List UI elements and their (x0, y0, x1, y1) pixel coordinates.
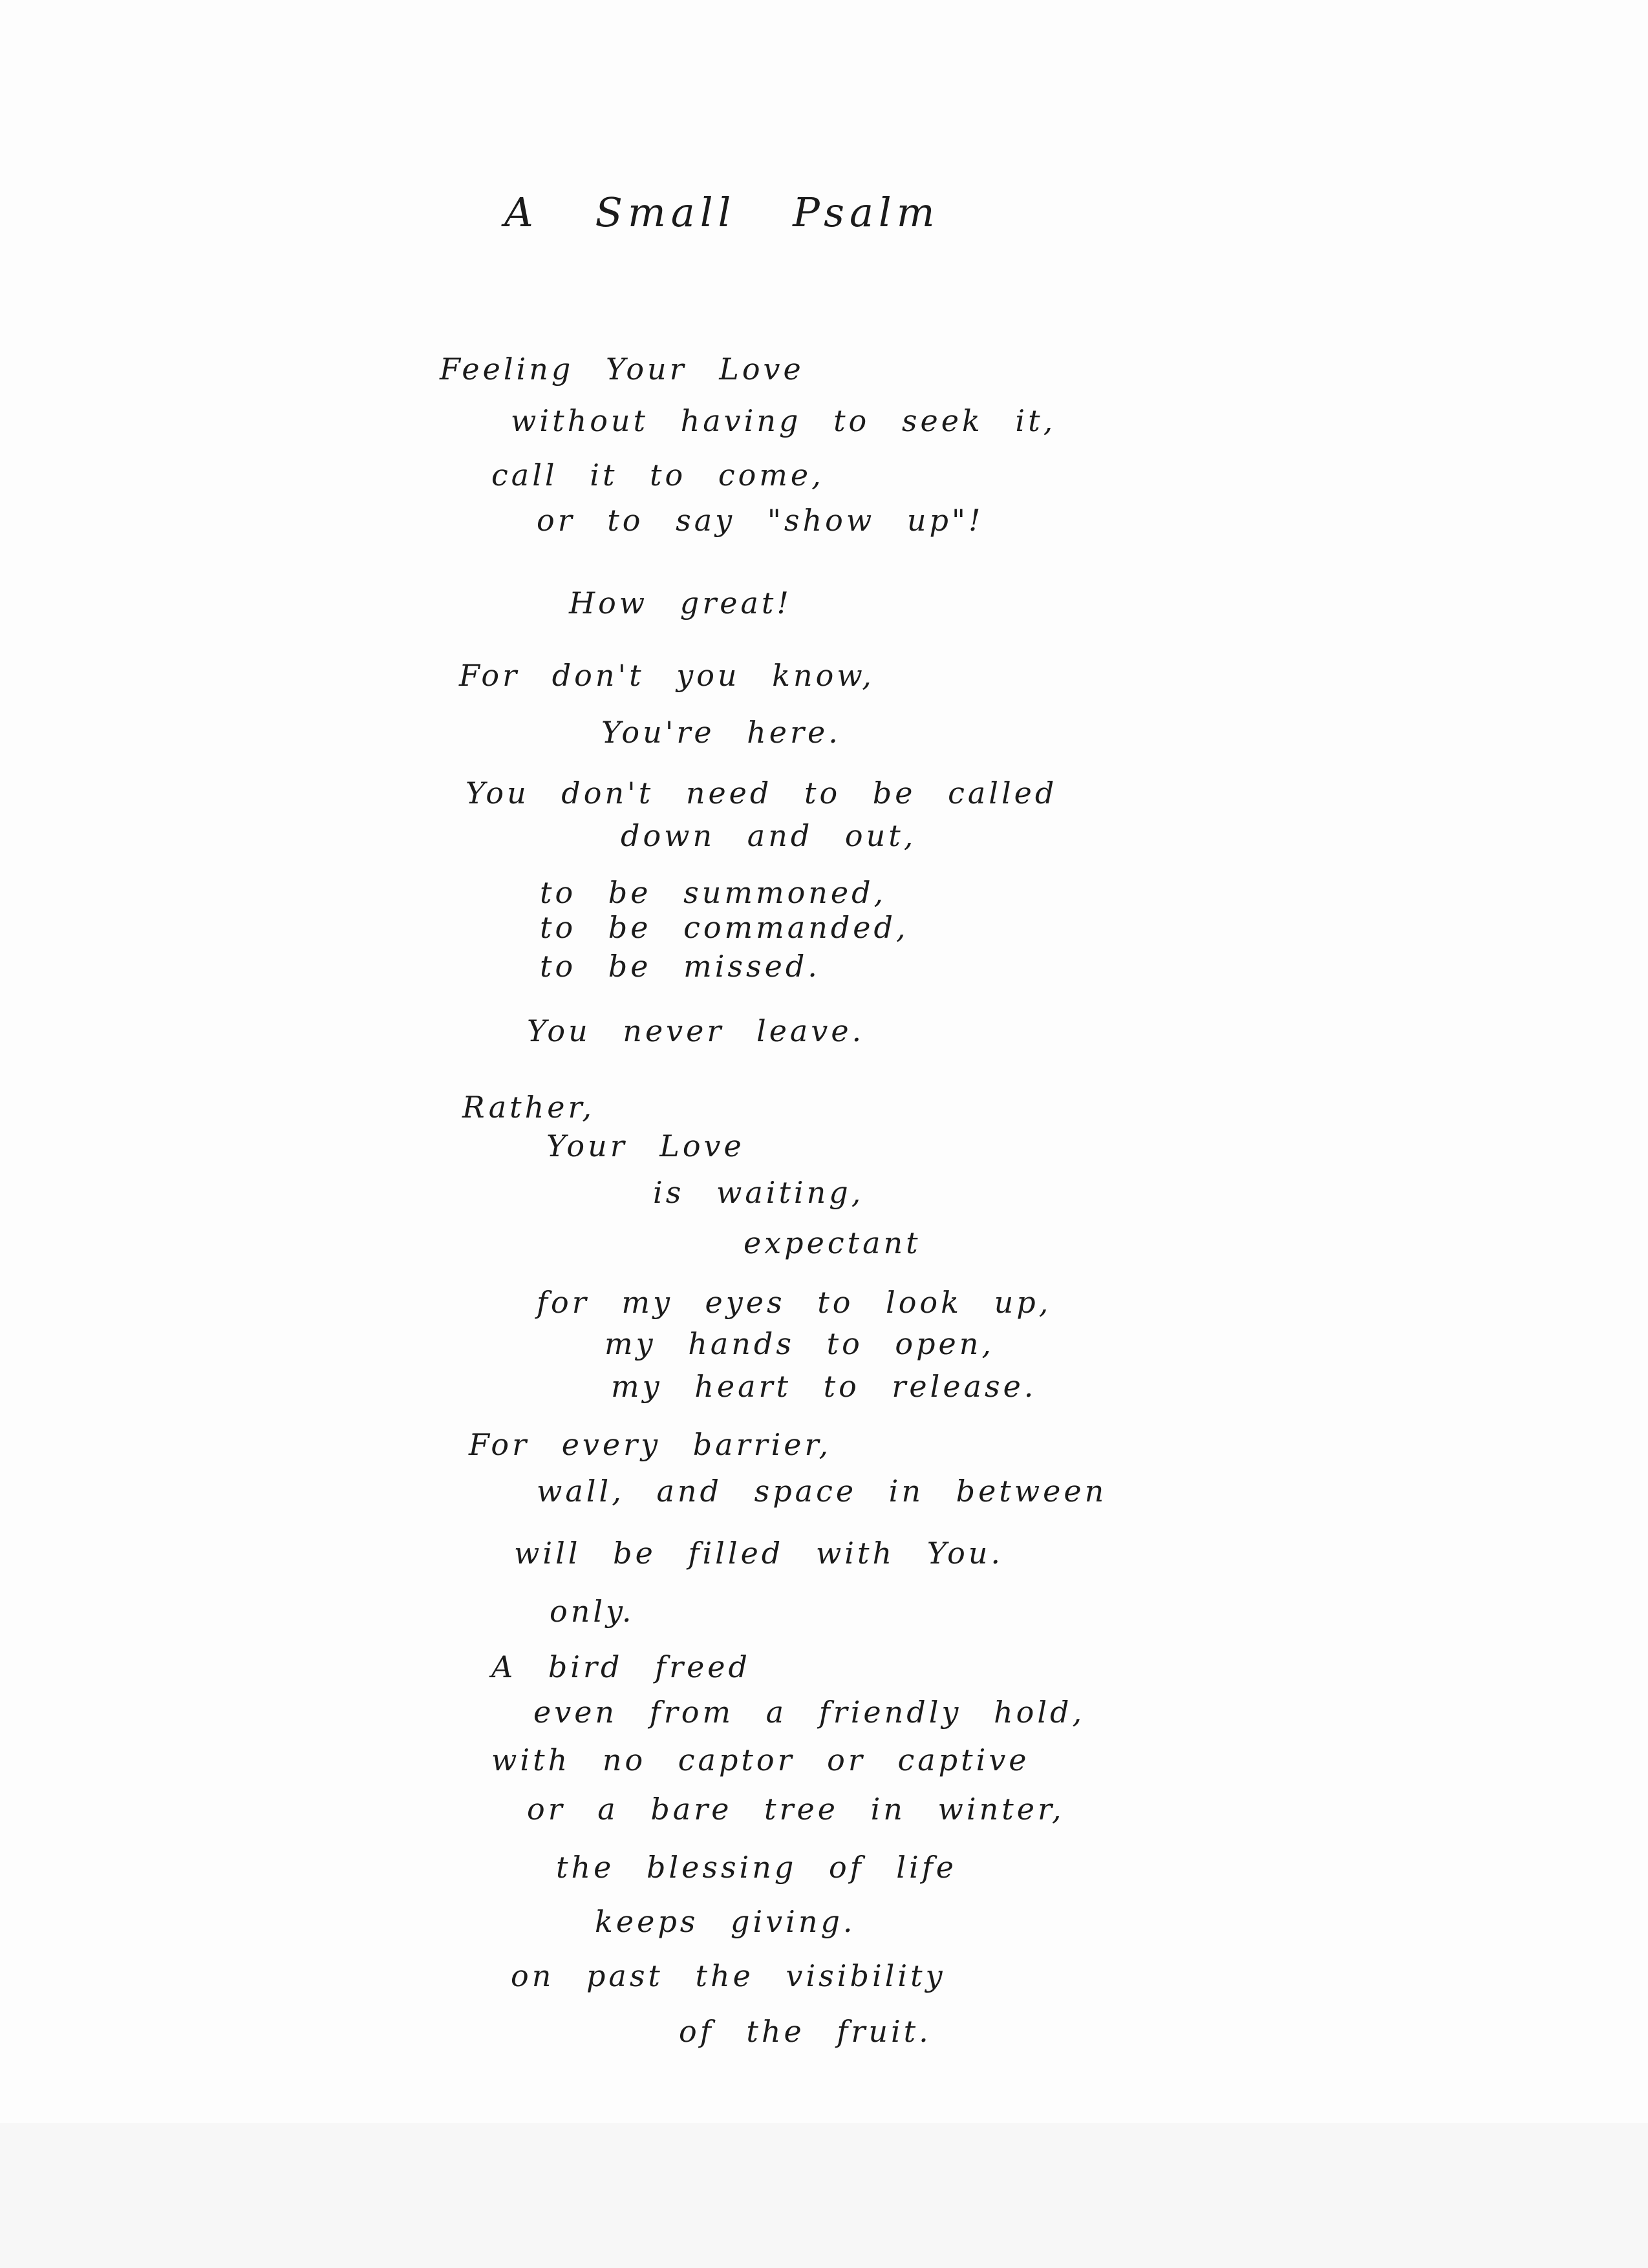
poem-line: will be filled with You. (514, 1536, 1004, 1571)
poem-line: on past the visibility (511, 1958, 946, 1993)
poem-line: the blessing of life (556, 1850, 957, 1885)
poem-line: or to say "show up"! (537, 503, 984, 538)
poem-line: expectant (744, 1225, 921, 1260)
poem-line: For every barrier, (469, 1427, 832, 1462)
poem-line: Feeling Your Love (440, 352, 804, 387)
poem-line: You never leave. (527, 1013, 865, 1048)
poem-line: How great! (569, 586, 792, 620)
poem-line: without having to seek it, (511, 403, 1056, 438)
poem-line: or a bare tree in winter, (527, 1792, 1065, 1827)
poem-line: call it to come, (491, 458, 824, 493)
poem-line: for my eyes to look up, (537, 1285, 1052, 1320)
poem-line: Your Love (546, 1129, 745, 1163)
poem-line: even from a friendly hold, (533, 1695, 1086, 1730)
poem-line: down and out, (621, 818, 917, 853)
poem-line: is waiting, (653, 1175, 864, 1210)
poem-title: A Small Psalm (504, 189, 940, 236)
poem-line: to be commanded, (540, 910, 909, 945)
poem-line: my heart to release. (611, 1369, 1037, 1404)
poem-line: Rather, (462, 1090, 595, 1125)
poem-line: wall, and space in between (537, 1474, 1108, 1509)
poem-line: only. (550, 1594, 635, 1629)
poem-line: You don't need to be called (466, 776, 1058, 811)
poem-line: with no captor or captive (491, 1743, 1030, 1777)
poem-line: You're here. (601, 715, 841, 750)
poem-line: to be missed. (540, 949, 820, 984)
poem-line: keeps giving. (595, 1904, 856, 1939)
poem-line: For don't you know, (459, 658, 875, 693)
poem-line: of the fruit. (679, 2014, 932, 2049)
poem-line: to be summoned, (540, 875, 887, 910)
poem-line: A bird freed (491, 1649, 751, 1684)
scan-bottom-edge (0, 2123, 1648, 2268)
poem-line: my hands to open, (605, 1326, 994, 1361)
